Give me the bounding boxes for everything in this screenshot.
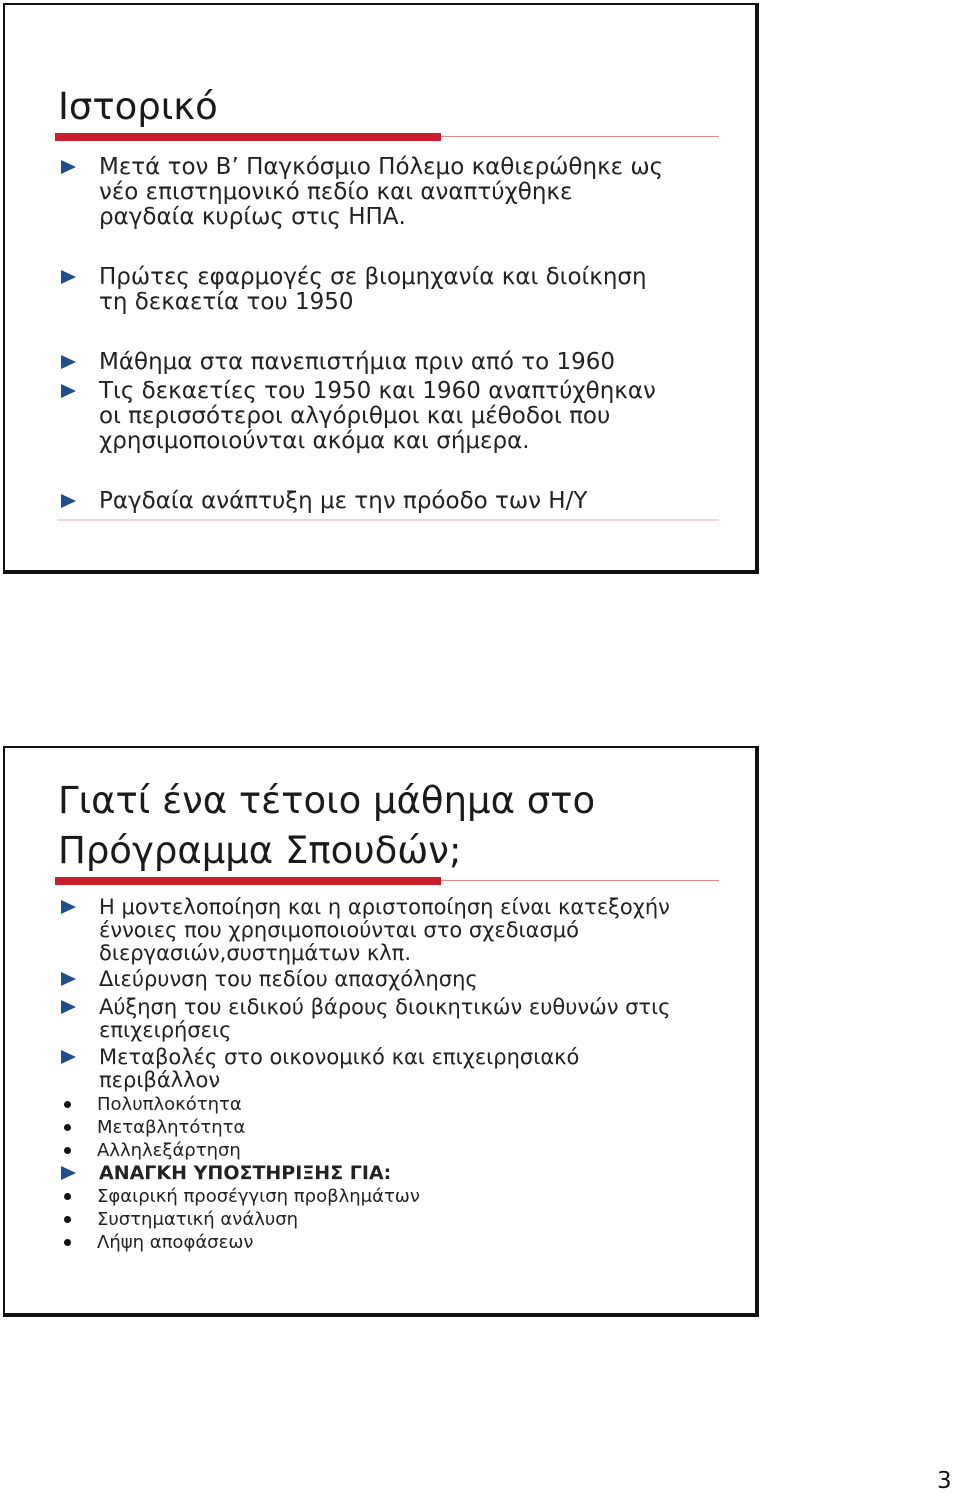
bullet-item: Ραγδαία ανάπτυξη με την πρόοδο των Η/Υ — [61, 489, 731, 514]
arrow-bullet-icon — [61, 1166, 76, 1180]
bullet-item: Μεταβολές στο οικονομικό και επιχειρησιακό περιβάλλον — [61, 1046, 731, 1092]
bullet-item: Αύξηση του ειδικού βάρους διοικητικών ευθυνών στις επιχειρήσεις — [61, 996, 731, 1042]
bullet-item: Τις δεκαετίες του 1950 και 1960 αναπτύχθηκαν οι περισσότεροι αλγόριθμοι και μέθοδοι που χρησιμοποιούνται ακόμα και σήμερα. — [61, 379, 731, 454]
sub-bullet-item: Πολυπλοκότητα — [97, 1093, 242, 1116]
bullet-item: Μάθημα στα πανεπιστήμια πριν από το 1960 — [61, 350, 731, 375]
arrow-bullet-icon — [61, 270, 76, 284]
slide-title: Γιατί ένα τέτοιο μάθημα στο Πρόγραμμα Σπουδών; — [58, 779, 596, 872]
bullet-item: ΑΝΑΓΚΗ ΥΠΟΣΤΗΡΙΞΗΣ ΓΙΑ: — [61, 1162, 731, 1185]
arrow-bullet-icon — [61, 900, 76, 914]
page-number: 3 — [937, 1468, 952, 1494]
sub-bullet-item: Λήψη αποφάσεων — [97, 1231, 253, 1254]
dot-bullet-icon — [64, 1101, 71, 1108]
arrow-bullet-icon — [61, 160, 76, 174]
sub-bullet-item: Μεταβλητότητα — [97, 1116, 245, 1139]
slide-history — [3, 3, 759, 574]
bullet-item: Η μοντελοποίηση και η αριστοποίηση είναι κατεξοχήν έννοιες που χρησιμοποιούνται στο σχεδιασμό διεργασιών,συστημάτων κλπ. — [61, 896, 731, 965]
arrow-bullet-icon — [61, 384, 76, 398]
slide-title: Ιστορικό — [58, 85, 218, 128]
bullet-item: Πρώτες εφαρμογές σε βιομηχανία και διοίκηση τη δεκαετία του 1950 — [61, 265, 731, 315]
title-underline — [55, 133, 719, 141]
sub-bullet-item: Αλληλεξάρτηση — [97, 1139, 241, 1162]
dot-bullet-icon — [64, 1124, 71, 1131]
dot-bullet-icon — [64, 1193, 71, 1200]
sub-bullet-item: Συστηματική ανάλυση — [97, 1208, 298, 1231]
footer-divider — [57, 519, 719, 521]
bullet-item: Διεύρυνση του πεδίου απασχόλησης — [61, 968, 731, 991]
bullet-item: Μετά τον Β’ Παγκόσμιο Πόλεμο καθιερώθηκε ως νέο επιστημονικό πεδίο και αναπτύχθηκε ραγδαία κυρίως στις ΗΠΑ. — [61, 155, 731, 230]
dot-bullet-icon — [64, 1147, 71, 1154]
dot-bullet-icon — [64, 1216, 71, 1223]
slide-why-course — [3, 746, 759, 1317]
arrow-bullet-icon — [61, 1050, 76, 1064]
arrow-bullet-icon — [61, 494, 76, 508]
sub-bullet-item: Σφαιρική προσέγγιση προβλημάτων — [97, 1185, 420, 1208]
title-underline — [55, 877, 719, 885]
dot-bullet-icon — [64, 1239, 71, 1246]
arrow-bullet-icon — [61, 972, 76, 986]
arrow-bullet-icon — [61, 355, 76, 369]
arrow-bullet-icon — [61, 1000, 76, 1014]
